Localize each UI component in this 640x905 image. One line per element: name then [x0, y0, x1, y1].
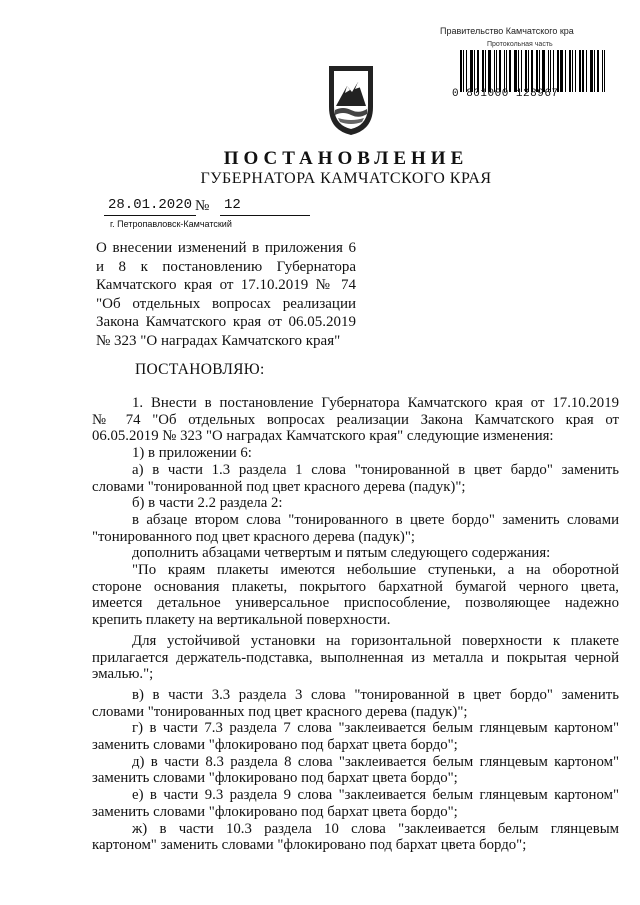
barcode-bar: [590, 50, 593, 92]
barcode-bar: [509, 50, 511, 92]
kamchatka-emblem-icon: [325, 62, 377, 137]
barcode-bar: [499, 50, 501, 92]
body-line: № 74 "Об отдельных вопросах реализации Закона Камчатского края от: [92, 411, 619, 428]
body-line: заменить словами "флокировано под бархат цвета бордо";: [92, 803, 458, 820]
barcode-bar: [539, 50, 540, 92]
barcode-bar: [604, 50, 605, 92]
subject-line: Закона Камчатского края от 06.05.2019: [96, 314, 356, 331]
barcode-bar: [485, 50, 486, 92]
document-body: [92, 395, 619, 854]
barcode-bar: [536, 50, 538, 92]
barcode-bar: [463, 50, 464, 92]
subject-line: Камчатского края от 17.10.2019 № 74: [96, 277, 356, 294]
barcode-bar: [504, 50, 505, 92]
body-line: "тонированного под цвет красного дерева (падук)";: [92, 528, 415, 545]
barcode-bar: [602, 50, 603, 92]
barcode-bar: [482, 50, 484, 92]
barcode-bar: [557, 50, 559, 92]
body-line: "По краям плакеты имеются небольшие ступеньки, а на оборотной: [132, 562, 619, 579]
document-number: 12: [224, 197, 241, 213]
body-line: картоном" заменить словами "флокировано под бархат цвета бордо";: [92, 837, 527, 854]
document-subject: [96, 239, 356, 351]
barcode-bar: [521, 50, 522, 92]
body-line: заменить словами "флокировано под бархат цвета бордо";: [92, 737, 458, 754]
body-line: а) в части 1.3 раздела 1 слова "тонированной в цвет бардо" заменить: [132, 461, 619, 478]
body-line: словами "тонированной под цвет красного дерева (падук)";: [92, 478, 466, 495]
barcode-bar: [542, 50, 545, 92]
barcode-bar: [586, 50, 587, 92]
barcode-bar: [466, 50, 467, 92]
barcode-bar: [560, 50, 563, 92]
barcode-bar: [460, 50, 462, 92]
body-line: Для устойчивой установки на горизонтальной поверхности к плакете: [132, 632, 619, 649]
body-line: 1) в приложении 6:: [132, 445, 252, 462]
number-sign: №: [195, 198, 210, 214]
body-line: крепить плакету на вертикальной поверхности.: [92, 612, 391, 629]
subject-line: О внесении изменений в приложения 6: [96, 240, 356, 256]
barcode-bar: [494, 50, 495, 92]
body-line: в) в части 3.3 раздела 3 слова "тонированной в цвет бордо" заменить: [132, 686, 619, 703]
body-line: б) в части 2.2 раздела 2:: [132, 495, 283, 512]
header-protocol-part: Протокольная часть: [487, 41, 553, 48]
barcode-bar: [514, 50, 517, 92]
barcode-bar: [569, 50, 571, 92]
barcode-bar: [474, 50, 475, 92]
barcode-bar: [550, 50, 551, 92]
subject-line: "Об отдельных вопросах реализации: [96, 295, 356, 312]
body-line: стороне основания плакеты, покрытого бархатной бумагой черного цвета,: [92, 578, 619, 595]
barcode-bar: [565, 50, 566, 92]
header-organization: Правительство Камчатского кра: [440, 26, 574, 36]
barcode: [460, 50, 610, 92]
body-line: д) в части 8.3 раздела 8 слова "заклеивается белым глянцевым картоном": [132, 753, 619, 770]
barcode-bar: [579, 50, 581, 92]
barcode-bar: [531, 50, 533, 92]
barcode-bar: [528, 50, 529, 92]
body-line: ж) в части 10.3 раздела 10 слова "заклеивается белым глянцевым: [132, 820, 619, 837]
body-line: 06.05.2019 № 323 "О наградах Камчатского края" следующие изменения:: [92, 428, 554, 445]
barcode-bar: [470, 50, 473, 92]
barcode-bar: [506, 50, 507, 92]
barcode-bar: [594, 50, 595, 92]
body-line: имеется детальное универсальное приспособление, позволяющее надежно: [92, 595, 619, 612]
body-line: 1. Внести в постановление Губернатора Камчатского края от 17.10.2019: [132, 395, 619, 411]
barcode-bar: [477, 50, 479, 92]
date-underline: [104, 215, 196, 216]
body-line: прилагается держатель-подставка, выполненная из металла и покрытая черной: [92, 649, 619, 666]
subject-line: № 323 "О наградах Камчатского края": [96, 332, 341, 349]
barcode-number: 0 801000 128967: [452, 88, 559, 100]
document-title: ПОСТАНОВЛЕНИЕ: [223, 148, 469, 169]
body-line: в абзаце втором слова "тонированного в цвете бордо" заменить словами: [132, 511, 619, 528]
body-line: заменить словами "флокировано под бархат цвета бордо";: [92, 770, 458, 787]
barcode-bar: [548, 50, 549, 92]
barcode-bar: [553, 50, 554, 92]
barcode-bar: [575, 50, 576, 92]
body-line: эмалью.";: [92, 666, 154, 683]
document-city: г. Петропавловск-Камчатский: [110, 219, 232, 229]
body-line: г) в части 7.3 раздела 7 слова "заклеивается белым глянцевым картоном": [132, 720, 619, 737]
decree-heading: ПОСТАНОВЛЯЮ:: [135, 361, 265, 378]
body-line: е) в части 9.3 раздела 9 слова "заклеивается белым глянцевым картоном": [132, 787, 619, 804]
barcode-bar: [488, 50, 491, 92]
barcode-bar: [496, 50, 497, 92]
barcode-bar: [597, 50, 599, 92]
number-underline: [220, 215, 310, 216]
barcode-bar: [525, 50, 527, 92]
barcode-bar: [518, 50, 519, 92]
body-line: словами "тонированных под цвет красного дерева (падук)";: [92, 703, 468, 720]
barcode-bar: [572, 50, 573, 92]
body-line: дополнить абзацами четвертым и пятым следующего содержания:: [132, 545, 551, 562]
subject-line: и 8 к постановлению Губернатора: [96, 258, 356, 275]
barcode-bar: [582, 50, 584, 92]
document-date: 28.01.2020: [108, 197, 193, 213]
document-subtitle: ГУБЕРНАТОРА КАМЧАТСКОГО КРАЯ: [200, 170, 492, 187]
